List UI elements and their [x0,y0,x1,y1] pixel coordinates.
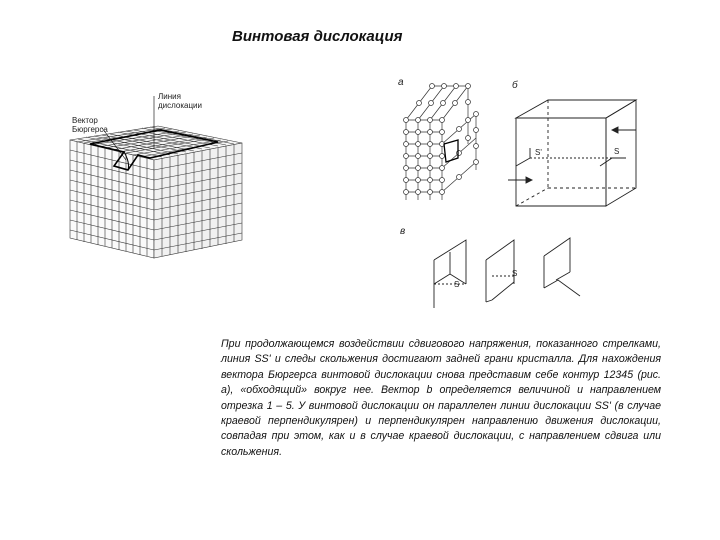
panel-b-crystal-figure [508,96,646,212]
panel-a-label: а [398,77,404,88]
panel-a-lattice-figure [396,74,492,214]
burgers-vector-label: Вектор Бюргерса [72,116,108,134]
panel-c-s-label-1: S [454,280,460,289]
panel-b-s-prime-label: S' [535,148,542,157]
body-paragraph: При продолжающемся воздействии сдвигового напряжения, показанного стрелками, линия SS' и следы скольжения достигают задней грани кристалла. Для нахождения вектора Бюргерса винтовой дислокации снова представим себе контур 12345 (рис. а), «обходящий» вокруг нее. Вектор b определяется величиной и направлением отрезка 1 – 5. У винтовой дислокации он параллелен линии дислокации SS' (в случае краевой перпендикулярен) и перпендикулярен направлению движения дислокации, совпадая при этом, как и в случае краевой дислокации, с направлением сдвига или скольжения. [221,338,661,458]
panel-c-s-label-2: S [512,269,518,278]
panel-c-label: в [400,226,406,237]
page-title: Винтовая дислокация [232,28,403,45]
panel-b-label: б [512,80,518,91]
panel-b-s-label: S [614,147,620,156]
dislocation-line-label: Линия дислокации [158,92,202,110]
panel-c-slip-stages-figure [420,232,586,316]
